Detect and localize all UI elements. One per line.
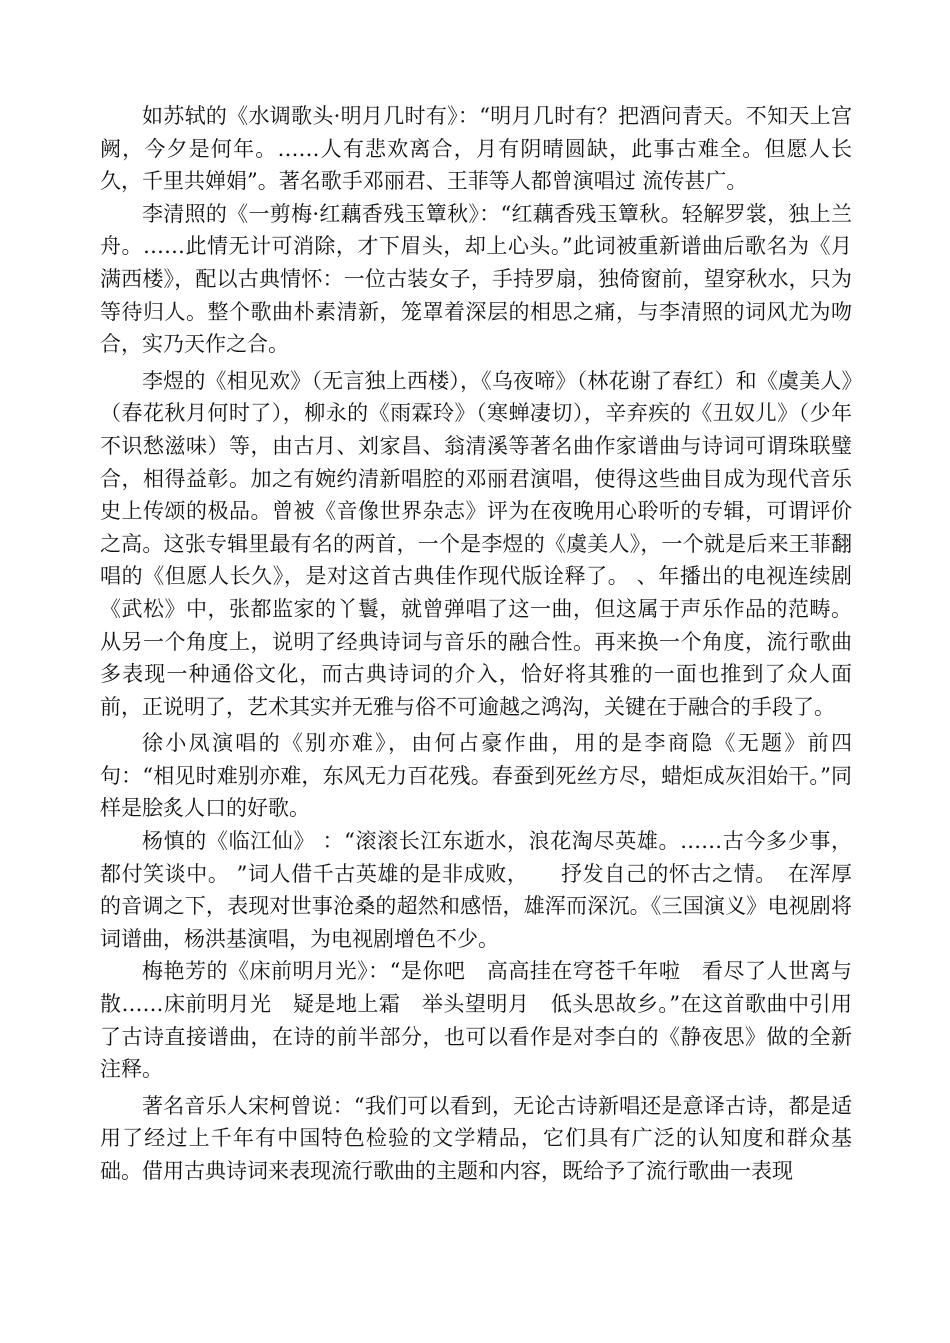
- paragraph-li-qingzhao: 李清照的《一剪梅·红藕香残玉簟秋》：“红藕香残玉簟秋。轻解罗裳，独上兰舟。……此情无计可消除，才下眉头，却上心头。”此词被重新谱曲后歌名为《月满西楼》，配以古典情怀：一位古装女子，手持罗扇，独倚窗前，望穿秋水，只为等待归人。整个歌曲朴素清新，笼罩着深层的相思之痛，与李清照的词风尤为吻合，实乃天作之合。: [100, 201, 852, 357]
- paragraph-xu-xiaofeng: 徐小凤演唱的《别亦难》，由何占豪作曲，用的是李商隐《无题》前四句：“相见时难别亦难，东风无力百花残。春蚕到死丝方尽，蜡炬成灰泪始干。”同样是脍炙人口的好歌。: [100, 731, 852, 821]
- body-text: [100, 100, 852, 1188]
- paragraph-li-yu: 李煜的《相见欢》（无言独上西楼），《乌夜啼》（林花谢了春红）和《虞美人》（春花秋月何时了），柳永的《雨霖玲》（寒蝉凄切），辛弃疾的《丑奴儿》（少年不识愁滋味）等，由古月、刘家昌、翁清溪等著名曲作家谱曲与诗词可谓珠联璧合，相得益彰。加之有婉约清新唱腔的邓丽君演唱，使得这些曲目成为现代音乐史上传颂的极品。曾被《音像世界杂志》评为在夜晚用心聆听的专辑，可谓评价之高。这张专辑里最有名的两首，一个是李煜的《虞美人》，一个就是后来王菲翻唱的《但愿人长久》，是对这首古典佳作现代版诠释了。 、年播出的电视连续剧《武松》中，张都监家的丫鬟，就曾弹唱了这一曲，但这属于声乐作品的范畴。从另一个角度上，说明了经典诗词与音乐的融合性。再来换一个角度，流行歌曲多表现一种通俗文化，而古典诗词的介入，恰好将其雅的一面也推到了众人面前，正说明了，艺术其实并无雅与俗不可逾越之鸿沟，关键在于融合的手段了。: [100, 368, 852, 719]
- paragraph-yang-shen: 杨慎的《临江仙》 ：“滚滚长江东逝水，浪花淘尽英雄。……古今多少事，都付笑谈中。 ”词人借千古英雄的是非成败， 抒发自己的怀古之情。 在浑厚的音调之下，表现对世事沧桑的超然和感悟，雄浑而深沉。《三国演义》电视剧将词谱曲，杨洪基演唱，为电视剧增色不少。: [100, 829, 852, 951]
- paragraph-mei-yanfang: 梅艳芳的《床前明月光》：“是你吧 高高挂在穹苍千年啦 看尽了人世离与散……床前明月光 疑是地上霜 举头望明月 低头思故乡。”在这首歌曲中引用了古诗直接谱曲，在诗的前半部分，也可以看作是对李白的《静夜思》做的全新注释。: [100, 959, 852, 1082]
- paragraph-song-ke: 著名音乐人宋柯曾说：“我们可以看到，无论古诗新唱还是意译古诗，都是适用了经过上千年有中国特色检验的文学精品，它们具有广泛的认知度和群众基础。借用古典诗词来表现流行歌曲的主题和内容，既给予了流行歌曲一表现: [100, 1093, 852, 1183]
- paragraph-sushi: 如苏轼的《水调歌头·明月几时有》：“明月几时有？把酒问青天。不知天上宫阙，今夕是何年。……人有悲欢离合，月有阴晴圆缺，此事古难全。但愿人长久，千里共婵娟”。著名歌手邓丽君、王菲等人都曾演唱过 流传甚广。: [100, 104, 852, 194]
